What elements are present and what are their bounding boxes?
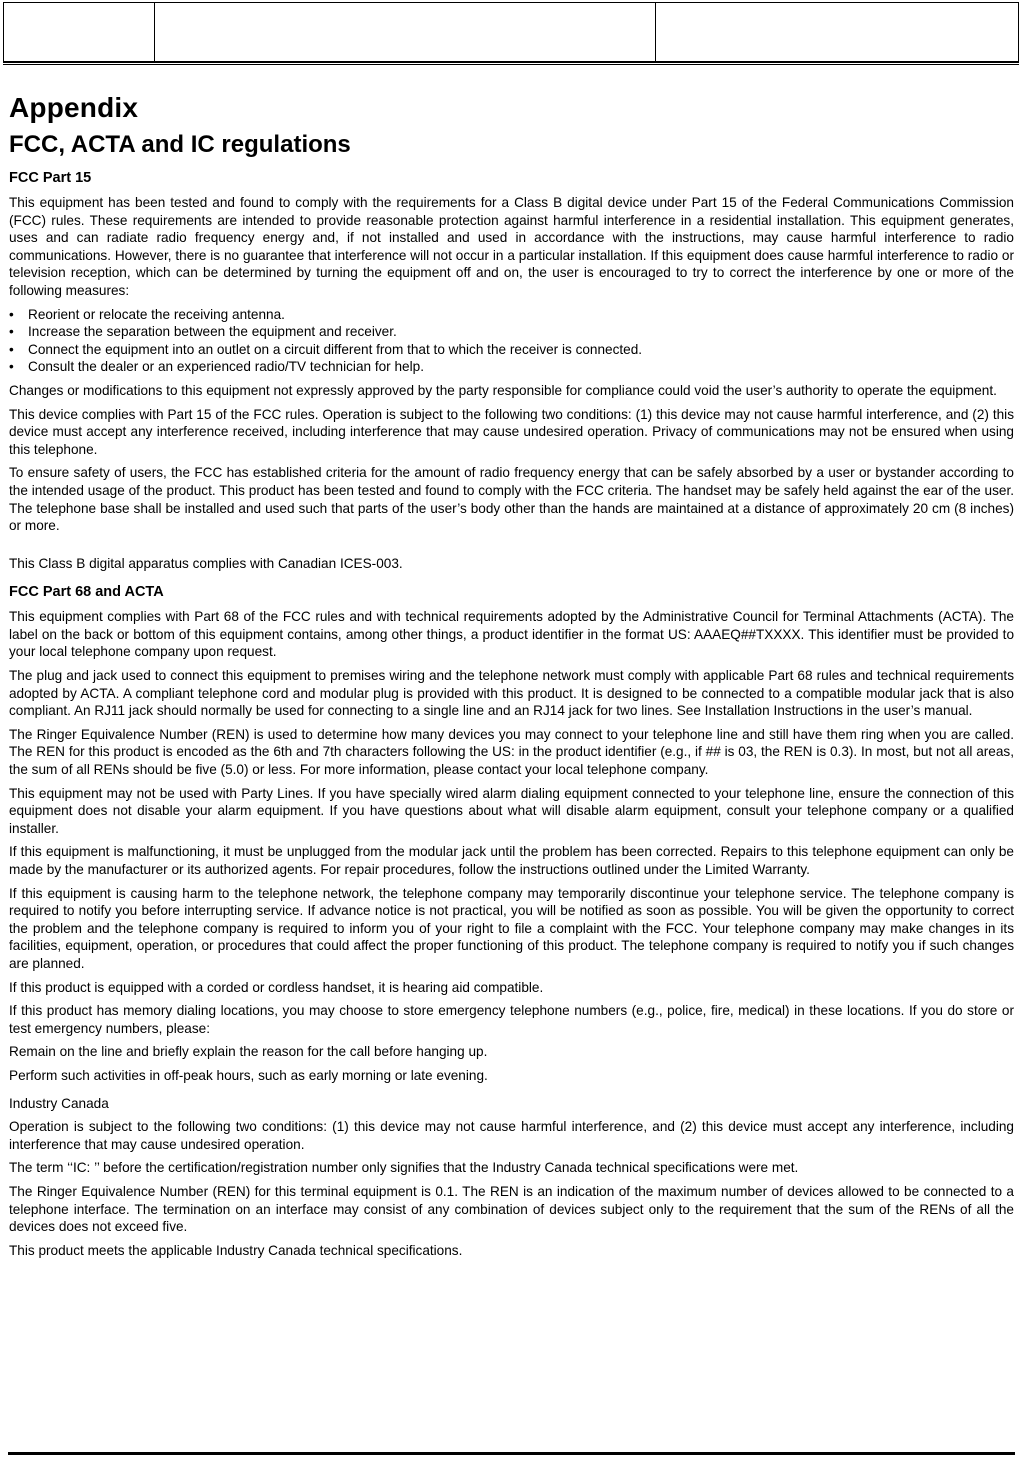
- fcc-part68-heading: FCC Part 68 and ACTA: [9, 584, 164, 601]
- list-item: • Increase the separation between the equipment and receiver.: [9, 323, 1014, 341]
- list-item: • Connect the equipment into an outlet on a circuit different from that to which the receiver is connected.: [9, 341, 1014, 359]
- spacer: [9, 541, 1014, 555]
- classb-paragraph: This Class B digital apparatus complies with Canadian ICES-003.: [9, 555, 403, 571]
- paragraph: The term ‘‘IC: ’’ before the certification/registration number only signifies that the Industry Canada technical specifications were met.: [9, 1160, 799, 1176]
- page-title: Appendix: [9, 92, 139, 123]
- list-item: • Consult the dealer or an experienced radio/TV technician for help.: [9, 358, 1014, 376]
- paragraph: If this product has memory dialing locations, you may choose to store emergency telephone numbers (e.g., police, fire, medical) in these locations. If you do store or test emergency numbers, please:: [9, 1003, 1014, 1036]
- fcc-part15-intro: This equipment has been tested and found to comply with the requirements for a Class B digital device under Part 15 of the Federal Communications Commission (FCC) rules. These requirements are intended to provide reasonable protection against harmful interference in a residential installation. This equipment generates, uses and can radiate radio frequency energy and, if not installed and used in accordance with the instructions, may cause harmful interference to radio communications. However, there is no guarantee that interference will not occur in a particular installation. If this equipment does cause harmful interference to radio or television reception, which can be determined by turning the equipment off and on, the user is encouraged to try to correct the interference by one or more of the following measures:: [9, 195, 1014, 298]
- complies-paragraph: This device complies with Part 15 of the FCC rules. Operation is subject to the following two conditions: (1) this device may not cause harmful interference, and (2) this device must accept any interference received, including interference that may cause undesired operation. Privacy of communications may not be ensured when using this telephone.: [9, 406, 1014, 457]
- paragraph: If this equipment is causing harm to the telephone network, the telephone company may temporarily discontinue your telephone service. The telephone company is required to notify you before interrupting service. If advance notice is not practical, you will be notified as soon as possible. You will be given the opportunity to correct the problem and the telephone company is required to inform you of your right to file a complaint with the FCC. Your telephone company may make changes in its facilities, equipment, operation, or procedures that could affect the proper functioning of this product. The telephone company is required to notify you if such changes are planned.: [9, 885, 1014, 971]
- fcc-part15-heading: FCC Part 15: [9, 170, 92, 186]
- paragraph: This product meets the applicable Industry Canada technical specifications.: [9, 1242, 463, 1258]
- paragraph: Perform such activities in off-peak hours, such as early morning or late evening.: [9, 1067, 488, 1083]
- document-body: [9, 88, 1014, 1265]
- header-table: [3, 2, 1019, 62]
- footer-rule: [8, 1452, 1015, 1455]
- paragraph: The Ringer Equivalence Number (REN) for this terminal equipment is 0.1. The REN is an indication of the maximum number of devices allowed to be connected to a telephone interface. The termination on an interface may consist of any combination of devices subject only to the requirement that the sum of the RENs of all the devices does not exceed five.: [9, 1183, 1014, 1235]
- header-cell-middle: [154, 3, 656, 61]
- measures-list: [9, 306, 1014, 376]
- paragraph: If this product is equipped with a corded or cordless handset, it is hearing aid compatible.: [9, 979, 544, 995]
- section-title: FCC, ACTA and IC regulations: [9, 131, 351, 158]
- paragraph: Remain on the line and briefly explain the reason for the call before hanging up.: [9, 1044, 488, 1060]
- changes-paragraph: Changes or modifications to this equipment not expressly approved by the party responsible for compliance could void the user’s authority to operate the equipment.: [9, 382, 997, 398]
- list-item: • Reorient or relocate the receiving antenna.: [9, 306, 1014, 324]
- paragraph: This equipment complies with Part 68 of the FCC rules and with technical requirements adopted by the Administrative Council for Terminal Attachments (ACTA). The label on the back or bottom of this equipment contains, among other things, a product identifier in the format US: AAAEQ##TXXXX. This identifier must be provided to your local telephone company upon request.: [9, 609, 1014, 660]
- paragraph: Operation is subject to the following two conditions: (1) this device may not cause harmful interference, and (2) this device must accept any interference, including interference that may cause undesired operation.: [9, 1119, 1014, 1152]
- safety-paragraph: To ensure safety of users, the FCC has established criteria for the amount of radio frequency energy that can be safely absorbed by a user or bystander according to the intended usage of the product. This product has been tested and found to comply with the FCC criteria. The handset may be safely held against the ear of the user. The telephone base shall be installed and used such that parts of the user’s body other than the hands are maintained at a distance of approximately 20 cm (8 inches) or more.: [9, 465, 1014, 534]
- paragraph: The plug and jack used to connect this equipment to premises wiring and the telephone network must comply with applicable Part 68 rules and technical requirements adopted by ACTA. A compliant telephone cord and modular plug is provided with this product. It is designed to be connected to a compatible modular jack that is also compliant. An RJ11 jack should normally be used for connecting to a single line and an RJ14 jack for two lines. See Installation Instructions in the user’s manual.: [9, 668, 1014, 719]
- header-cell-left: [4, 3, 155, 61]
- paragraph: This equipment may not be used with Party Lines. If you have specially wired alarm dialing equipment connected to your telephone line, ensure the connection of this equipment does not disable your alarm equipment. If you have questions about what will disable alarm equipment, consult your telephone company or a qualified installer.: [9, 785, 1014, 836]
- header-rule: [3, 62, 1019, 65]
- industry-canada-heading: Industry Canada: [9, 1095, 109, 1111]
- paragraph: If this equipment is malfunctioning, it must be unplugged from the modular jack until the problem has been corrected. Repairs to this telephone equipment can only be made by the manufacturer or its authorized agents. For repair procedures, follow the instructions outlined under the Limited Warranty.: [9, 844, 1014, 877]
- paragraph: The Ringer Equivalence Number (REN) is used to determine how many devices you may connect to your telephone line and still have them ring when you are called. The REN for this product is encoded as the 6th and 7th characters following the US: in the product identifier (e.g., if ## is 03, the REN is 0.3). In most, but not all areas, the sum of all RENs should be five (5.0) or less. For more information, please contact your local telephone company.: [9, 726, 1014, 778]
